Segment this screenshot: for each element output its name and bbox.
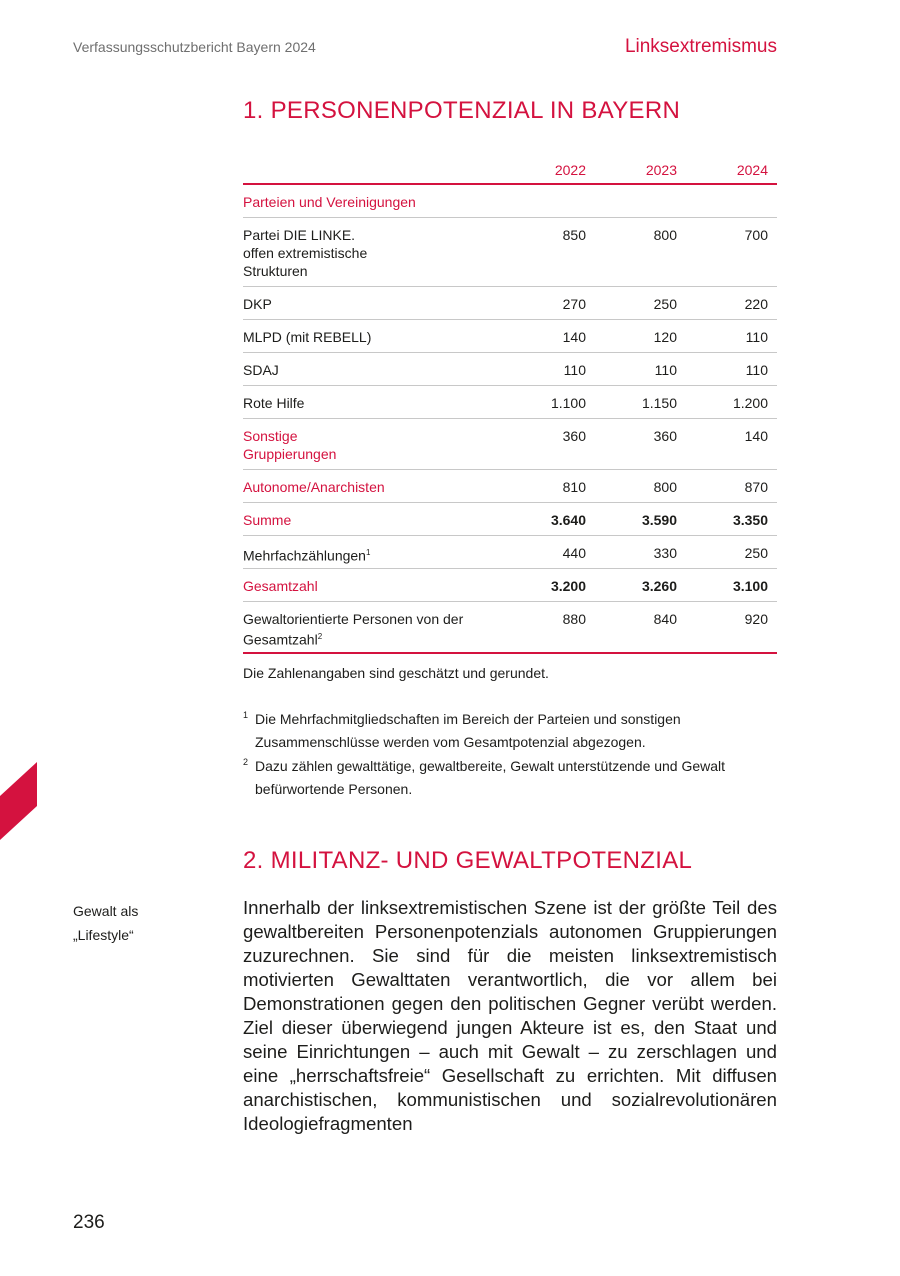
margin-note: Gewalt als „Lifestyle“ xyxy=(73,903,139,943)
cell-2023: 800 xyxy=(653,479,677,495)
row-label: MLPD (mit REBELL) xyxy=(243,329,372,345)
cell-2023: 110 xyxy=(654,362,677,378)
cell-2022: 3.640 xyxy=(550,512,586,528)
cell-2024: 110 xyxy=(745,362,768,378)
row-label: Sonstige Gruppierungen xyxy=(243,428,337,462)
row-label: Autonome/Anarchisten xyxy=(243,479,385,495)
cell-2023: 250 xyxy=(653,296,677,312)
cell-2023: 330 xyxy=(653,545,677,561)
body-paragraph: Innerhalb der linksextremistischen Szene ist der größte Teil des gewaltbereiten Personenpotenzials autonomen Gruppierungen zuzurechnen. Sie sind für die meisten linksextremistisch motivierten Gewalttaten verantwortlich, die vor allem bei Demonstrationen gegen den politischen Gegner verübt werden. Ziel dieser überwiegend jungen Akteure ist es, den Staat und seine Einrichtungen – auch mit Gewalt – zu zerschlagen und eine „herrschaftsfreie“ Gesellschaft zu errichten. Mit diffusen anarchistischen, kommunistischen und sozialrevolutionären Ideologiefragmenten xyxy=(243,897,777,1134)
page-number: 236 xyxy=(73,1212,105,1233)
cell-2022: 440 xyxy=(562,545,586,561)
cell-2022: 360 xyxy=(562,428,586,444)
row-label: DKP xyxy=(243,296,272,312)
year-2024-header: 2024 xyxy=(736,162,768,178)
cell-2024: 140 xyxy=(744,428,768,444)
running-header-title: Verfassungsschutzbericht Bayern 2024 xyxy=(73,39,316,55)
estimate-note: Die Zahlenangaben sind geschätzt und gerundet. xyxy=(243,665,549,681)
cell-2022: 270 xyxy=(562,296,586,312)
cell-2024: 1.200 xyxy=(732,395,768,411)
cell-2024: 110 xyxy=(745,329,768,345)
footnote-2 xyxy=(243,755,773,801)
footnote-reference: 2 xyxy=(317,632,323,641)
table-row xyxy=(243,569,777,602)
cell-2023: 360 xyxy=(653,428,677,444)
cell-2024: 220 xyxy=(744,296,768,312)
table-row xyxy=(243,503,777,536)
table-group-heading-row xyxy=(243,185,777,218)
cell-2024: 3.100 xyxy=(732,578,768,594)
cell-2022: 880 xyxy=(562,611,586,627)
table-row xyxy=(243,470,777,503)
row-label: SDAJ xyxy=(243,362,279,378)
row-label: Rote Hilfe xyxy=(243,395,305,411)
table-row xyxy=(243,320,777,353)
cell-2023: 3.260 xyxy=(641,578,677,594)
table-row xyxy=(243,602,777,654)
section-2-title: 2. MILITANZ- UND GEWALTPOTENZIAL xyxy=(243,847,693,874)
footnote-1-text: Die Mehrfachmitgliedschaften im Bereich der Parteien und sonstigen Zusammenschlüsse werden vom Gesamtpotenzial abgezogen. xyxy=(255,711,681,750)
cell-2022: 810 xyxy=(562,479,586,495)
cell-2022: 850 xyxy=(562,227,586,243)
section-1-title: 1. PERSONENPOTENZIAL IN BAYERN xyxy=(243,97,681,124)
footnote-1-mark: 1 xyxy=(243,710,249,720)
table-row xyxy=(243,386,777,419)
table-row xyxy=(243,287,777,320)
row-label: Summe xyxy=(243,512,292,528)
cell-2022: 140 xyxy=(562,329,586,345)
cell-2023: 3.590 xyxy=(641,512,677,528)
cell-2022: 110 xyxy=(563,362,586,378)
footnote-reference: 1 xyxy=(365,548,371,557)
footnote-1 xyxy=(243,708,773,754)
footnote-2-text: Dazu zählen gewalttätige, gewaltbereite, Gewalt unterstützende und Gewalt befürwortende Personen. xyxy=(255,758,726,797)
cell-2024: 920 xyxy=(744,611,768,627)
table-header-row xyxy=(243,158,777,185)
row-label: Gewaltorientierte Personen von der Gesamtzahl$^2$ xyxy=(243,611,464,648)
footnote-2-mark: 2 xyxy=(243,757,249,767)
cell-2023: 840 xyxy=(653,611,677,627)
cell-2023: 1.150 xyxy=(641,395,677,411)
cell-2024: 870 xyxy=(744,479,768,495)
row-label: Mehrfachzählungen$^1$ xyxy=(243,547,371,564)
cell-2024: 3.350 xyxy=(732,512,768,528)
running-header-chapter: Linksextremismus xyxy=(624,36,777,57)
table-row xyxy=(243,419,777,470)
table-row xyxy=(243,218,777,287)
cell-2024: 250 xyxy=(744,545,768,561)
cell-2022: 1.100 xyxy=(550,395,586,411)
personenpotenzial-table xyxy=(243,158,777,654)
year-2023-header: 2023 xyxy=(645,162,677,178)
table-row xyxy=(243,536,777,569)
year-2022-header: 2022 xyxy=(554,162,586,178)
cell-2024: 700 xyxy=(744,227,768,243)
cell-2023: 800 xyxy=(653,227,677,243)
row-label: Gesamtzahl xyxy=(243,578,318,594)
table-row xyxy=(243,353,777,386)
cell-2023: 120 xyxy=(653,329,677,345)
row-label: Partei DIE LINKE. offen extremistische Strukturen xyxy=(243,227,368,279)
group-heading-label: Parteien und Vereinigungen xyxy=(243,194,416,210)
section-marker-tab xyxy=(0,762,37,840)
cell-2022: 3.200 xyxy=(550,578,586,594)
